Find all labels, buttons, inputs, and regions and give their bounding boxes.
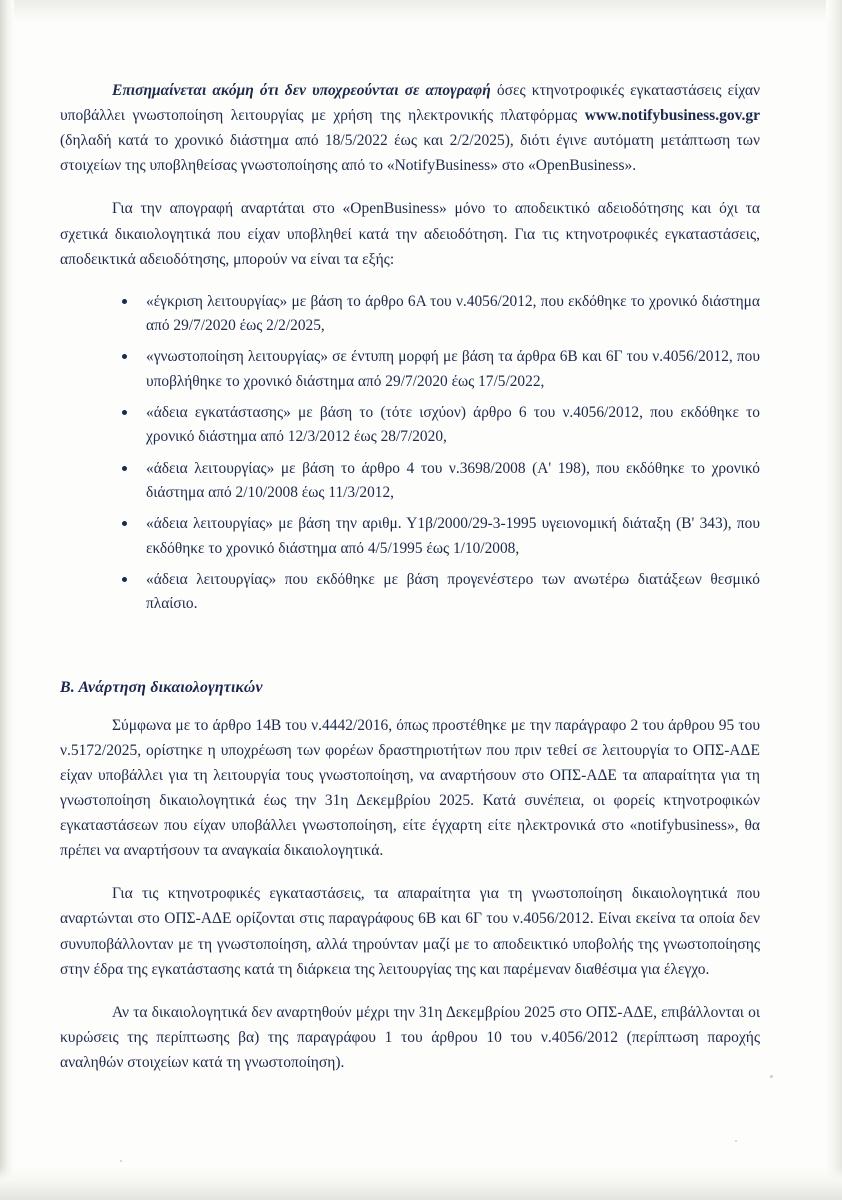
run-normal-2: (δηλαδή κατά το χρονικό διάστημα από 18/5/2022 έως και 2/2/2025), διότι έγινε αυτόματη μετάπτωση των στοιχείων της υποβληθείσας γνωστοποίησης από το «NotifyBusiness» στο «OpenBusiness». [60, 132, 760, 175]
scan-edge-shading-right [826, 0, 842, 1200]
paragraph-section-b-1: Σύμφωνα με το άρθρο 14Β του ν.4442/2016, όπως προστέθηκε με την παράγραφο 2 του άρθρου 95 του ν.5172/2025, ορίστηκε η υποχρέωση των φορέων δραστηριοτήτων που πριν τεθεί σε λειτουργία το ΟΠΣ-ΑΔΕ είχαν υποβάλλει για τη λειτουργία τους γνωστοποίηση, να αναρτήσουν στο ΟΠΣ-ΑΔΕ τα απαραίτητα για τη γνωστοποίηση δικαιολογητικά έως την 31η Δεκεμβρίου 2025. Κατά συνέπεια, οι φορείς κτηνοτροφικών εγκαταστάσεων που είχαν υποβάλλει γνωστοποίηση, είτε έγχαρτη είτε ηλεκτρονικά στο «notifybusiness», θα πρέπει να αναρτήσουν τα αναγκαία δικαιολογητικά. [60, 716, 760, 860]
list-item-text: «άδεια λειτουργίας» με βάση την αριθμ. Υ1β/2000/29-3-1995 υγειονομική διάταξη (Β' 343), που εκδόθηκε το χρονικό διάστημα από 4/5/1995 έως 1/10/2008, [146, 515, 760, 557]
list-item-text: «έγκριση λειτουργίας» με βάση το άρθρο 6Α του ν.4056/2012, που εκδόθηκε το χρονικό διάστημα από 29/7/2020 έως 2/2/2025, [146, 292, 760, 335]
list-item [60, 290, 760, 339]
paragraph-openbusiness-upload: Για την απογραφή αναρτάται στο «OpenBusiness» μόνο το αποδεικτικό αδειοδότησης και όχι τα σχετικά δικαιολογητικά που είχαν υποβληθεί κατά την αδειοδότηση. Για τις κτηνοτροφικές εγκαταστάσεις, αποδεικτικά αδειοδότησης, μπορούν να είναι τα εξής: [60, 200, 760, 268]
list-item [60, 457, 760, 506]
bullet-dot-icon [122, 577, 127, 582]
bullet-dot-icon [122, 299, 127, 304]
scan-speck [120, 1160, 122, 1162]
list-item-text: «άδεια λειτουργίας» με βάση το άρθρο 4 του ν.3698/2008 (Α' 198), που εκδόθηκε το χρονικό διάστημα από 2/10/2008 έως 11/3/2012, [146, 459, 760, 502]
section-heading-b: Β. Ανάρτηση δικαιολογητικών [60, 678, 263, 696]
list-item-text: «άδεια λειτουργίας» που εκδόθηκε με βάση προγενέστερο των ανωτέρω διατάξεων θεσμικό πλαίσιο. [146, 571, 760, 613]
bullet-dot-icon [122, 521, 127, 526]
bullet-dot-icon [122, 410, 127, 415]
run-normal-1: όσες κτηνοτροφικές εγκαταστάσεις είχαν υποβάλλει γνωστοποίηση λειτουργίας με χρήση της ηλεκτρονικής πλατφόρμας [60, 82, 761, 125]
list-item [60, 568, 760, 617]
run-emphasis-1: Επισημαίνεται ακόμη ότι [112, 82, 285, 99]
run-emphasis-2: δεν υποχρεούνται σε απογραφή [284, 82, 497, 99]
paragraph-notify-exemption [60, 78, 760, 178]
scan-edge-shading-left [0, 0, 14, 1200]
scan-edge-shading-top [0, 0, 842, 22]
list-item-text: «άδεια εγκατάστασης» με βάση το (τότε ισχύον) άρθρο 6 του ν.4056/2012, που εκδόθηκε το χρονικό διάστημα από 12/3/2012 έως 28/7/2020, [146, 404, 760, 446]
scan-speck [735, 1140, 737, 1142]
licensing-proof-list [60, 290, 760, 617]
bullet-dot-icon [122, 354, 127, 359]
scan-edge-shading-bottom [0, 1166, 842, 1200]
list-item [60, 512, 760, 561]
paragraph-section-b-2: Για τις κτηνοτροφικές εγκαταστάσεις, τα απαραίτητα για τη γνωστοποίηση δικαιολογητικά που αναρτώνται στο ΟΠΣ-ΑΔΕ ορίζονται στις παραγράφους 6Β και 6Γ του ν.4056/2012. Είναι εκείνα τα οποία δεν συνυποβάλλονταν με τη γνωστοποίηση, αλλά τηρούνταν μαζί με το αποδεικτικό υποβολής της γνωστοποίησης στην έδρα της εγκατάστασης κατά τη διάρκεια της λειτουργίας της και παρέμεναν διαθέσιμα για έλεγχο. [60, 885, 760, 978]
list-item [60, 401, 760, 450]
paragraph-section-b-3: Αν τα δικαιολογητικά δεν αναρτηθούν μέχρι την 31η Δεκεμβρίου 2025 στο ΟΠΣ-ΑΔΕ, επιβάλλονται οι κυρώσεις της περίπτωσης βα) της παραγράφου 1 του άρθρου 10 του ν.4056/2012 (περίπτωση παροχής αναληθών στοιχείων κατά τη γνωστοποίηση). [60, 1003, 760, 1072]
run-url-notifybusiness: www.notifybusiness.gov.gr [584, 107, 760, 125]
document-body [60, 78, 760, 1093]
section-spacer [60, 639, 760, 651]
list-item-text: «γνωστοποίηση λειτουργίας» σε έντυπη μορφή με βάση τα άρθρα 6Β και 6Γ του ν.4056/2012, που υποβλήθηκε το χρονικό διάστημα από 29/7/2020 έως 17/5/2022, [146, 348, 760, 390]
list-item [60, 345, 760, 394]
scan-speck [770, 1075, 773, 1078]
bullet-dot-icon [122, 466, 127, 471]
